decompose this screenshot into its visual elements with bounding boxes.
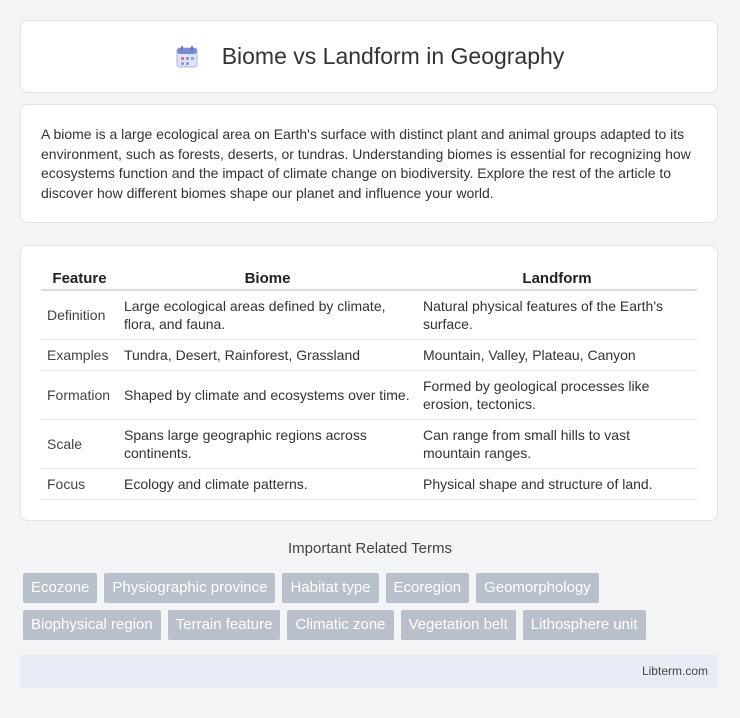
table-cell-landform: Formed by geological processes like erosion, tectonics. <box>417 371 697 420</box>
table-row <box>41 290 697 340</box>
related-term-tag[interactable]: Terrain feature <box>168 610 281 640</box>
table-cell-biome: Tundra, Desert, Rainforest, Grassland <box>118 340 417 371</box>
table-cell-landform: Mountain, Valley, Plateau, Canyon <box>417 340 697 371</box>
column-header-landform: Landform <box>417 266 697 290</box>
table-row <box>41 469 697 500</box>
table-row <box>41 371 697 420</box>
related-term-tag[interactable]: Lithosphere unit <box>523 610 646 640</box>
table-cell-landform: Natural physical features of the Earth's surface. <box>417 290 697 340</box>
intro-paragraph: A biome is a large ecological area on Earth's surface with distinct plant and animal groups adapted to its environment, such as forests, deserts, or tundras. Understanding biomes is essential for recognizing how ecosystems function and the impact of climate change on biodiversity. Explore the rest of the article to discover how different biomes shape our planet and influence your world. <box>41 126 691 201</box>
table-cell-biome: Shaped by climate and ecosystems over time. <box>118 371 417 420</box>
footer <box>20 655 718 688</box>
table-cell-feature: Focus <box>41 469 118 500</box>
page-title: Biome vs Landform in Geography <box>221 43 565 69</box>
related-term-tag[interactable]: Geomorphology <box>476 573 599 603</box>
calendar-icon <box>174 44 200 70</box>
related-term-tag[interactable]: Climatic zone <box>287 610 393 640</box>
table-cell-biome: Large ecological areas defined by climate, flora, and fauna. <box>118 290 417 340</box>
table-cell-landform: Physical shape and structure of land. <box>417 469 697 500</box>
table-cell-feature: Definition <box>41 290 118 340</box>
related-terms-title: Important Related Terms <box>288 540 452 557</box>
table-cell-biome: Ecology and climate patterns. <box>118 469 417 500</box>
footer-site-link[interactable]: Libterm.com <box>641 664 708 678</box>
related-term-tag[interactable]: Ecoregion <box>386 573 470 603</box>
related-term-tag[interactable]: Biophysical region <box>23 610 161 640</box>
intro-card <box>20 104 718 223</box>
related-terms-list <box>23 573 713 640</box>
comparison-table <box>41 266 697 500</box>
related-term-tag[interactable]: Habitat type <box>282 573 378 603</box>
related-term-tag[interactable]: Vegetation belt <box>401 610 516 640</box>
table-cell-biome: Spans large geographic regions across continents. <box>118 420 417 469</box>
table-cell-landform: Can range from small hills to vast mountain ranges. <box>417 420 697 469</box>
table-cell-feature: Formation <box>41 371 118 420</box>
related-term-tag[interactable]: Ecozone <box>23 573 97 603</box>
table-row <box>41 420 697 469</box>
column-header-feature: Feature <box>41 266 118 290</box>
related-term-tag[interactable]: Physiographic province <box>104 573 275 603</box>
column-header-biome: Biome <box>118 266 417 290</box>
table-cell-feature: Examples <box>41 340 118 371</box>
table-header-row <box>41 266 697 290</box>
table-row <box>41 340 697 371</box>
table-cell-feature: Scale <box>41 420 118 469</box>
comparison-card <box>20 245 718 521</box>
header-card <box>20 20 718 93</box>
